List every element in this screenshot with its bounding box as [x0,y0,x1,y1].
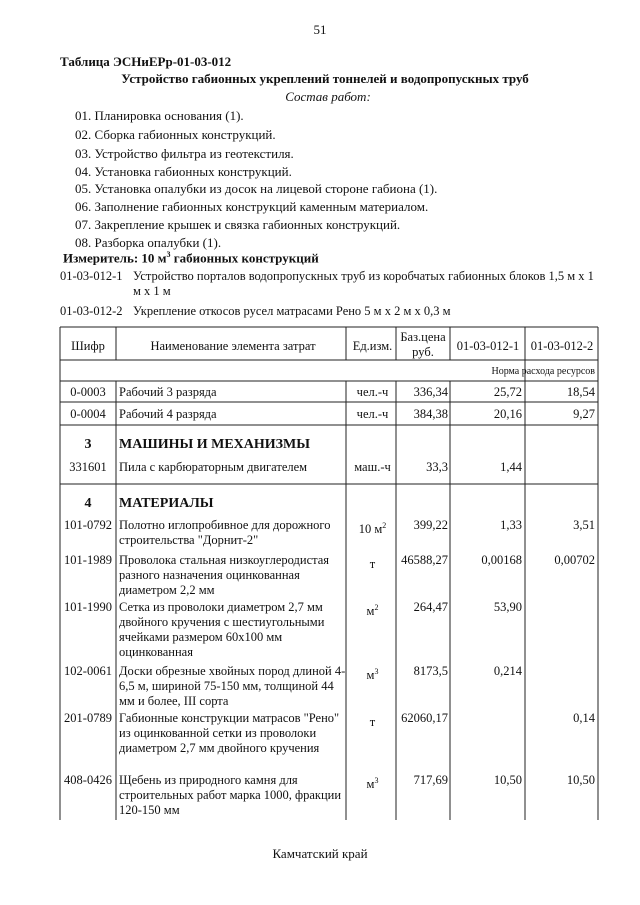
row-price: 384,38 [413,407,448,421]
meter-line: Измеритель: 10 $м^3$ габионных конструкций [63,250,319,266]
row-unit: т [369,557,376,572]
variant-text: Укрепление откосов русел матрасами Рено 5 м х 2 м х 0,3 м [133,304,451,318]
row-price: 336,34 [413,385,448,399]
row-value-1: 1,33 [500,518,522,532]
row-code: 0-0004 [70,407,106,421]
row-name: Щебень из природного камня для строительных работ марка 1000, фракции 120-150 мм [119,773,342,817]
variant-code: 01-03-012-1 [60,269,123,283]
row-unit: $м^2$ [366,603,379,619]
row-value-1: 0,00168 [481,553,522,567]
row-value-2: 9,27 [573,407,595,421]
header-variant-2: 01-03-012-2 [530,339,594,353]
section-name: МАШИНЫ И МЕХАНИЗМЫ [119,437,311,452]
row-value-1: 53,90 [493,600,522,614]
work-item: 01. Планировка основания (1). [75,108,244,123]
header-code: Шифр [71,339,105,353]
row-code: 0-0003 [70,385,106,399]
row-name: Габионные конструкции матрасов "Рено" из оцинкованной сетки из проволоки диаметром 2,7 мм двойного кручения [119,711,340,755]
row-value-1: 25,72 [493,385,522,399]
row-unit: т [369,715,376,730]
row-unit: $м^3$ [366,667,379,683]
work-item: 06. Заполнение габионных конструкций каменным материалом. [75,199,429,214]
row-unit: 10 $м^2$ [358,521,387,537]
row-code: 101-1990 [64,600,112,614]
row-name: Полотно иглопробивное для дорожного строительства "Дорнит-2" [119,518,331,547]
row-code: 101-0792 [64,518,112,532]
row-value-1: 10,50 [493,773,522,787]
work-item: 05. Установка опалубки из досок на лицевой стороне габиона (1). [75,181,438,196]
header-unit: Ед.изм. [352,339,393,353]
work-item: 07. Закрепление крышек и связка габионных конструкций. [75,217,401,232]
row-price: 264,47 [413,600,448,614]
row-name: Рабочий 3 разряда [119,385,217,399]
row-name: Сетка из проволоки диаметром 2,7 мм двойного кручения с шестиугольными ячейками размером 60х100 мм оцинкованная [119,600,325,659]
row-price: 33,3 [426,460,448,474]
table-title: Устройство габионных укреплений тоннелей и водопропускных труб [121,71,529,86]
row-value-2: 10,50 [566,773,595,787]
row-value-2: 0,14 [573,711,595,725]
variant-code: 01-03-012-2 [60,304,123,318]
works-heading: Состав работ: [285,89,371,104]
table-code: Таблица ЭСНиЕРр-01-03-012 [60,54,232,69]
row-code: 331601 [69,460,107,474]
page-number: 51 [313,22,327,37]
row-value-2: 0,00702 [554,553,595,567]
row-code: 408-0426 [64,773,112,787]
row-value-2: 3,51 [573,518,595,532]
work-item: 04. Установка габионных конструкций. [75,164,292,179]
row-name: Рабочий 4 разряда [119,407,217,421]
row-value-2: 18,54 [566,385,595,399]
row-code: 101-1989 [64,553,112,567]
row-value-1: 20,16 [493,407,522,421]
footer-region: Камчатский край [272,846,368,861]
header-variant-1: 01-03-012-1 [456,339,520,353]
row-price: 717,69 [413,773,448,787]
row-price: 399,22 [413,518,448,532]
header-name: Наименование элемента затрат [150,339,316,353]
row-unit: маш.-ч [354,460,391,474]
section-code: 4 [84,496,92,511]
row-code: 102-0061 [64,664,112,678]
work-item: 03. Устройство фильтра из геотекстиля. [75,146,294,161]
row-name: Пила с карбюраторным двигателем [119,460,308,474]
variant-text: Устройство порталов водопропускных труб из коробчатых габионных блоков 1,5 м х 1 м х 1 м [133,269,594,298]
row-name: Доски обрезные хвойных пород длиной 4-6,5 м, шириной 75-150 мм, толщиной 44 мм и более, III сорта [119,664,346,708]
row-unit: $м^3$ [366,776,379,792]
header-price: Баз.цена руб. [400,330,446,359]
row-price: 46588,27 [401,553,448,567]
row-unit: чел.-ч [356,385,389,399]
section-code: 3 [84,437,92,452]
row-value-1: 1,44 [500,460,522,474]
work-item: 02. Сборка габионных конструкций. [75,127,276,142]
row-price: 8173,5 [413,664,448,678]
row-value-1: 0,214 [493,664,522,678]
row-code: 201-0789 [64,711,112,725]
norm-label: Норма расхода ресурсов [491,366,595,377]
row-price: 62060,17 [401,711,448,725]
section-name: МАТЕРИАЛЫ [119,496,214,511]
work-item: 08. Разборка опалубки (1). [75,235,222,250]
row-name: Проволока стальная низкоуглеродистая разного назначения оцинкованная диаметром 2,2 мм [119,553,330,597]
row-unit: чел.-ч [356,407,389,421]
